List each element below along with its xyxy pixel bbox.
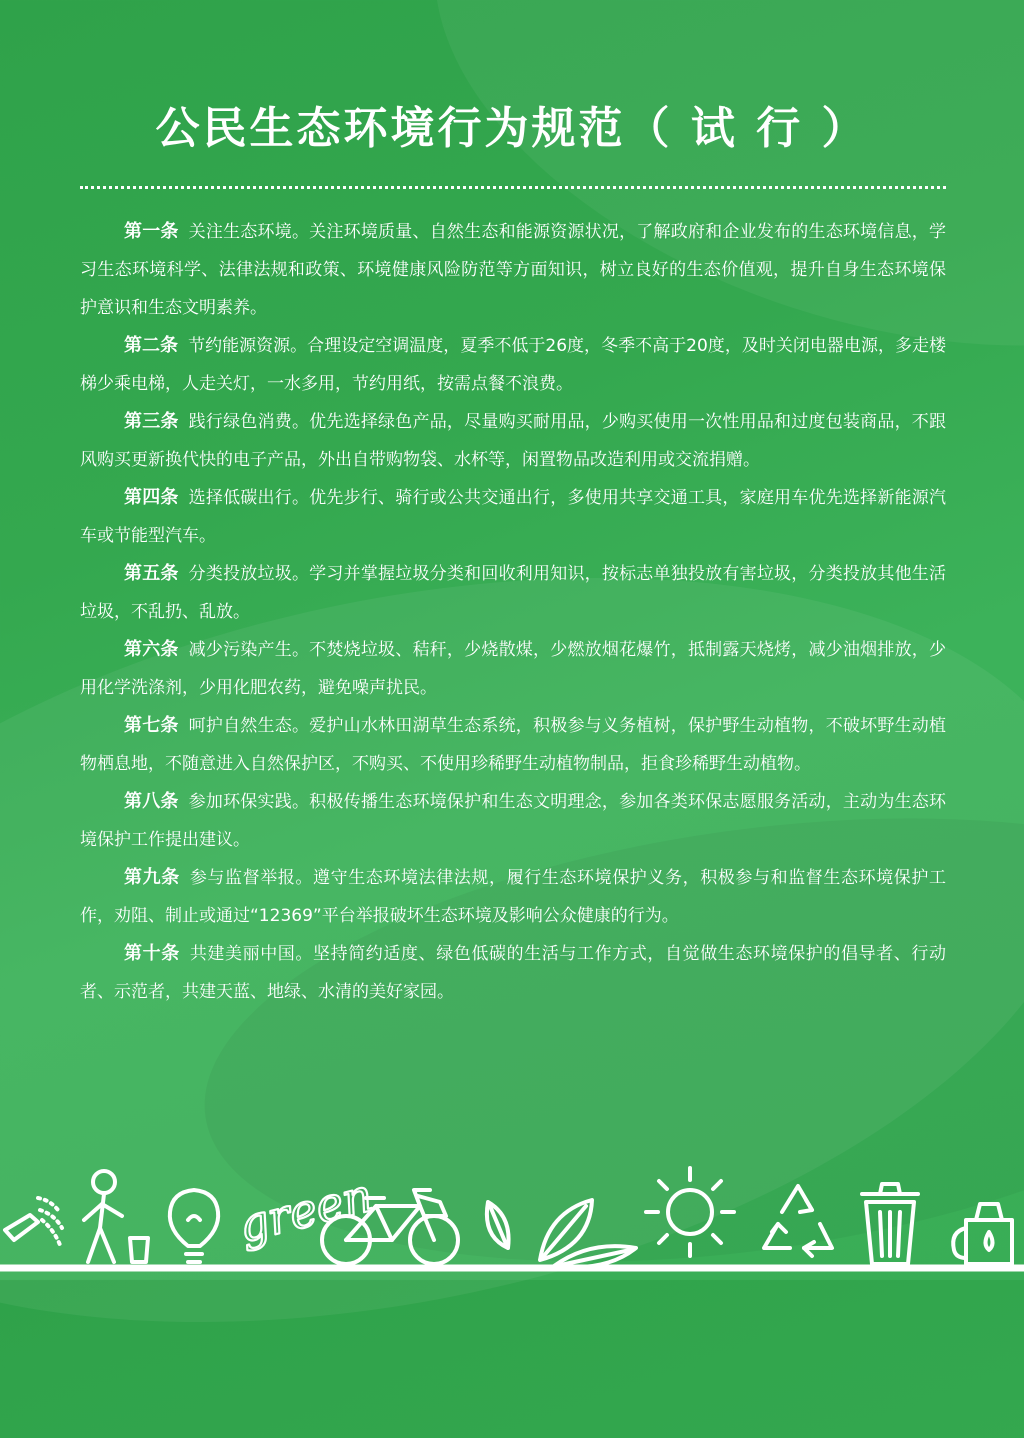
article-number: 第十条 (124, 943, 180, 964)
article-text: 节约能源资源。合理设定空调温度，夏季不低于26度，冬季不高于20度，及时关闭电器电源，多走楼梯少乘电梯，人走关灯，一水多用，节约用纸，按需点餐不浪费。 (80, 336, 947, 394)
page-title: 公民生态环境行为规范（ 试 行 ） (155, 103, 869, 154)
article-6 (80, 631, 946, 707)
article-2 (80, 327, 946, 403)
article-number: 第四条 (124, 487, 179, 508)
article-5 (80, 555, 946, 631)
dotted-divider (80, 180, 946, 194)
article-8 (80, 783, 946, 859)
green-doodle-text: green (233, 1167, 378, 1253)
article-7 (80, 707, 946, 783)
article-1 (80, 213, 946, 327)
article-10 (80, 935, 946, 1011)
leaf-icon (487, 1200, 636, 1267)
article-number: 第五条 (124, 563, 179, 584)
article-text: 共建美丽中国。坚持简约适度、绿色低碳的生活与工作方式，自觉做生态环境保护的倡导者、行动者、示范者，共建天蓝、地绿、水清的美好家园。 (80, 944, 947, 1002)
light-bulb-icon (170, 1190, 218, 1262)
article-text: 选择低碳出行。优先步行、骑行或公共交通出行，多使用共享交通工具，家庭用车优先选择新能源汽车或节能型汽车。 (80, 488, 947, 546)
article-3 (80, 403, 946, 479)
article-number: 第七条 (124, 715, 179, 736)
article-text: 践行绿色消费。优先选择绿色产品，尽量购买耐用品，少购买使用一次性用品和过度包装商品，不跟风购买更新换代快的电子产品，外出自带购物袋、水杯等，闲置物品改造利用或交流捐赠。 (80, 412, 947, 470)
article-text: 呵护自然生态。爱护山水林田湖草生态系统，积极参与义务植树，保护野生动植物，不破坏野生动植物栖息地，不随意进入自然保护区，不购买、不使用珍稀野生动植物制品，拒食珍稀野生动植物。 (80, 716, 947, 774)
article-4 (80, 479, 946, 555)
article-9 (80, 859, 946, 935)
sun-icon (646, 1168, 734, 1256)
article-text: 分类投放垃圾。学习并掌握垃圾分类和回收利用知识，按标志单独投放有害垃圾，分类投放其他生活垃圾，不乱扔、乱放。 (80, 564, 947, 622)
article-number: 第二条 (124, 335, 179, 356)
watering-can-icon (5, 1198, 62, 1245)
footer-doodles (0, 1120, 1024, 1280)
article-text: 参与监督举报。遵守生态环境法律法规，履行生态环境保护义务，积极参与和监督生态环境保护工作，劝阻、制止或通过“12369”平台举报破坏生态环境及影响公众健康的行为。 (80, 868, 947, 926)
article-number: 第三条 (124, 411, 179, 432)
person-recycling-icon (84, 1171, 148, 1262)
recycle-icon (764, 1186, 832, 1256)
article-number: 第九条 (124, 867, 180, 888)
article-text: 参加环保实践。积极传播生态环境保护和生态文明理念，参加各类环保志愿服务活动，主动为生态环境保护工作提出建议。 (80, 792, 947, 850)
water-kettle-icon (953, 1204, 1012, 1264)
article-number: 第一条 (124, 221, 179, 242)
trash-bin-icon (862, 1184, 918, 1264)
article-number: 第八条 (124, 791, 179, 812)
article-text: 减少污染产生。不焚烧垃圾、秸秆，少烧散煤，少燃放烟花爆竹，抵制露天烧烤，减少油烟排放，少用化学洗涤剂，少用化肥农药，避免噪声扰民。 (80, 640, 947, 698)
article-text: 关注生态环境。关注环境质量、自然生态和能源资源状况，了解政府和企业发布的生态环境信息，学习生态环境科学、法律法规和政策、环境健康风险防范等方面知识，树立良好的生态价值观，提升自身生态环境保护意识和生态文明素养。 (80, 222, 947, 318)
articles-list (80, 213, 946, 1011)
article-number: 第六条 (124, 639, 179, 660)
